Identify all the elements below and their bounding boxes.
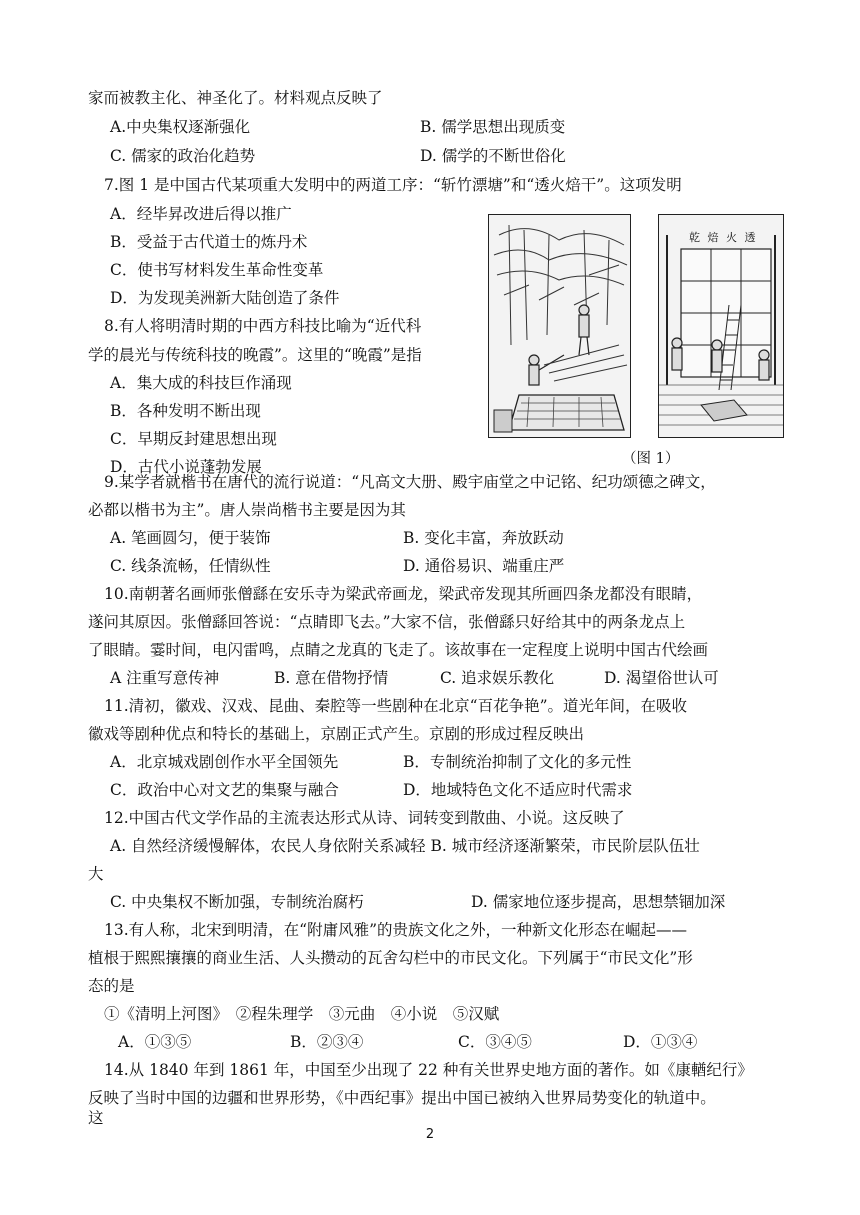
q10-option-d: D. 渴望俗世认可 — [604, 669, 719, 687]
q11-stem-line2: 徽戏等剧种优点和特长的基础上，京剧正式产生。京剧的形成过程反映出 — [88, 725, 585, 743]
q6-stem-tail: 家而被教主化、神圣化了。材料观点反映了 — [88, 89, 383, 107]
q13-items: ①《清明上河图》 ②程朱理学 ③元曲 ④小说 ⑤汉赋 — [104, 1005, 500, 1023]
q11-option-b: B．专制统治抑制了文化的多元性 — [403, 753, 632, 771]
q8-stem-line2: 学的晨光与传统科技的晚霞”。这里的“晚霞”是指 — [88, 346, 422, 364]
q9-option-a: A. 笔画圆匀，便于装饰 — [110, 529, 271, 547]
q11-option-c: C．政治中心对文艺的集聚与融合 — [110, 781, 339, 799]
figure-1-right-title: 乾 焙 火 透 — [689, 231, 758, 244]
q12-stem: 12.中国古代文学作品的主流表达形式从诗、词转变到散曲、小说。这反映了 — [104, 809, 625, 827]
q13-stem-line3: 态的是 — [88, 977, 135, 995]
q13-option-b: B．②③④ — [290, 1033, 364, 1051]
q11-stem-line1: 11.清初，徽戏、汉戏、昆曲、秦腔等一些剧种在北京“百花争艳”。道光年间，在吸收 — [104, 697, 688, 715]
q10-stem-line2: 遂问其原因。张僧繇回答说：“点睛即飞去。”大家不信，张僧繇只好给其中的两条龙点上 — [88, 613, 686, 631]
q9-option-c: C. 线条流畅，任情纵性 — [110, 557, 271, 575]
figure-1-caption: （图 1） — [622, 451, 680, 467]
q6-option-d: D. 儒学的不断世俗化 — [420, 147, 566, 165]
q8-stem-line1: 8.有人将明清时期的中西方科技比喻为“近代科 — [104, 317, 422, 335]
q7-option-a: A．经毕昇改进后得以推广 — [110, 205, 292, 223]
q9-option-b: B. 变化丰富，奔放跃动 — [403, 529, 564, 547]
q6-option-a: A.中央集权逐渐强化 — [110, 118, 251, 136]
q12-option-c: C. 中央集权不断加强，专制统治腐朽 — [110, 893, 364, 911]
q7-option-d: D．为发现美洲新大陆创造了条件 — [110, 289, 340, 307]
q12-option-ab-line1: A. 自然经济缓慢解体，农民人身依附关系减轻 B. 城市经济逐渐繁荣，市民阶层队伍壮 — [110, 837, 700, 855]
page-number: 2 — [425, 1127, 435, 1142]
q14-stem-line1: 14.从 1840 年到 1861 年，中国至少出现了 22 种有关世界史地方面的著作。如《康輶纪行》 — [104, 1061, 753, 1079]
q10-stem-line1: 10.南朝著名画师张僧繇在安乐寺为梁武帝画龙，梁武帝发现其所画四条龙都没有眼睛， — [104, 585, 703, 603]
q11-option-d: D．地域特色文化不适应时代需求 — [403, 781, 633, 799]
q13-stem-line2: 植根于熙熙攘攘的商业生活、人头攒动的瓦舍勾栏中的市民文化。下列属于“市民文化”形 — [88, 949, 693, 967]
q7-option-b: B．受益于古代道士的炼丹术 — [110, 233, 308, 251]
q8-option-c: C．早期反封建思想出现 — [110, 430, 277, 448]
q6-option-b: B. 儒学思想出现质变 — [420, 118, 566, 136]
q9-stem-line2: 必都以楷书为主”。唐人崇尚楷书主要是因为其 — [88, 501, 406, 519]
q7-option-c: C．使书写材料发生革命性变革 — [110, 261, 324, 279]
q13-option-c: C．③④⑤ — [458, 1033, 532, 1051]
q8-option-a: A．集大成的科技巨作涌现 — [110, 374, 292, 392]
q8-option-d: D．古代小说蓬勃发展 — [110, 458, 262, 476]
q9-stem-line1: 9.某学者就楷书在唐代的流行说道：“凡高文大册、殿宇庙堂之中记铭、纪功颂德之碑文， — [104, 473, 716, 491]
q10-option-b: B. 意在借物抒情 — [274, 669, 389, 687]
bamboo-soaking-illustration — [489, 215, 630, 437]
q12-option-ab-line2: 大 — [88, 865, 104, 883]
fire-drying-illustration — [659, 215, 783, 437]
q14-stem-line3: 这 — [88, 1109, 104, 1127]
q14-stem-line2: 反映了当时中国的边疆和世界形势，《中西纪事》提出中国已被纳入世界局势变化的轨道中。 — [88, 1089, 716, 1107]
q6-option-c: C. 儒家的政治化趋势 — [110, 147, 256, 165]
figure-1-right-woodcut — [658, 214, 784, 438]
q10-option-c: C. 追求娱乐教化 — [440, 669, 555, 687]
q13-option-a: A．①③⑤ — [118, 1033, 192, 1051]
q7-stem: 7.图 1 是中国古代某项重大发明中的两道工序：“斩竹漂塘”和“透火焙干”。这项发明 — [104, 176, 682, 194]
q12-option-d: D. 儒家地位逐步提高，思想禁锢加深 — [471, 893, 726, 911]
q11-option-a: A．北京城戏剧创作水平全国领先 — [110, 753, 339, 771]
q9-option-d: D. 通俗易识、端重庄严 — [403, 557, 565, 575]
q10-stem-line3: 了眼睛。霎时间，电闪雷鸣，点睛之龙真的飞走了。该故事在一定程度上说明中国古代绘画 — [88, 641, 709, 659]
q8-option-b: B．各种发明不断出现 — [110, 402, 261, 420]
figure-1-left-woodcut — [488, 214, 631, 438]
q13-stem-line1: 13.有人称，北宋到明清，在“附庸风雅”的贵族文化之外，一种新文化形态在崛起—— — [104, 921, 688, 939]
q10-option-a: A 注重写意传神 — [110, 669, 220, 687]
q13-option-d: D．①③④ — [623, 1033, 698, 1051]
